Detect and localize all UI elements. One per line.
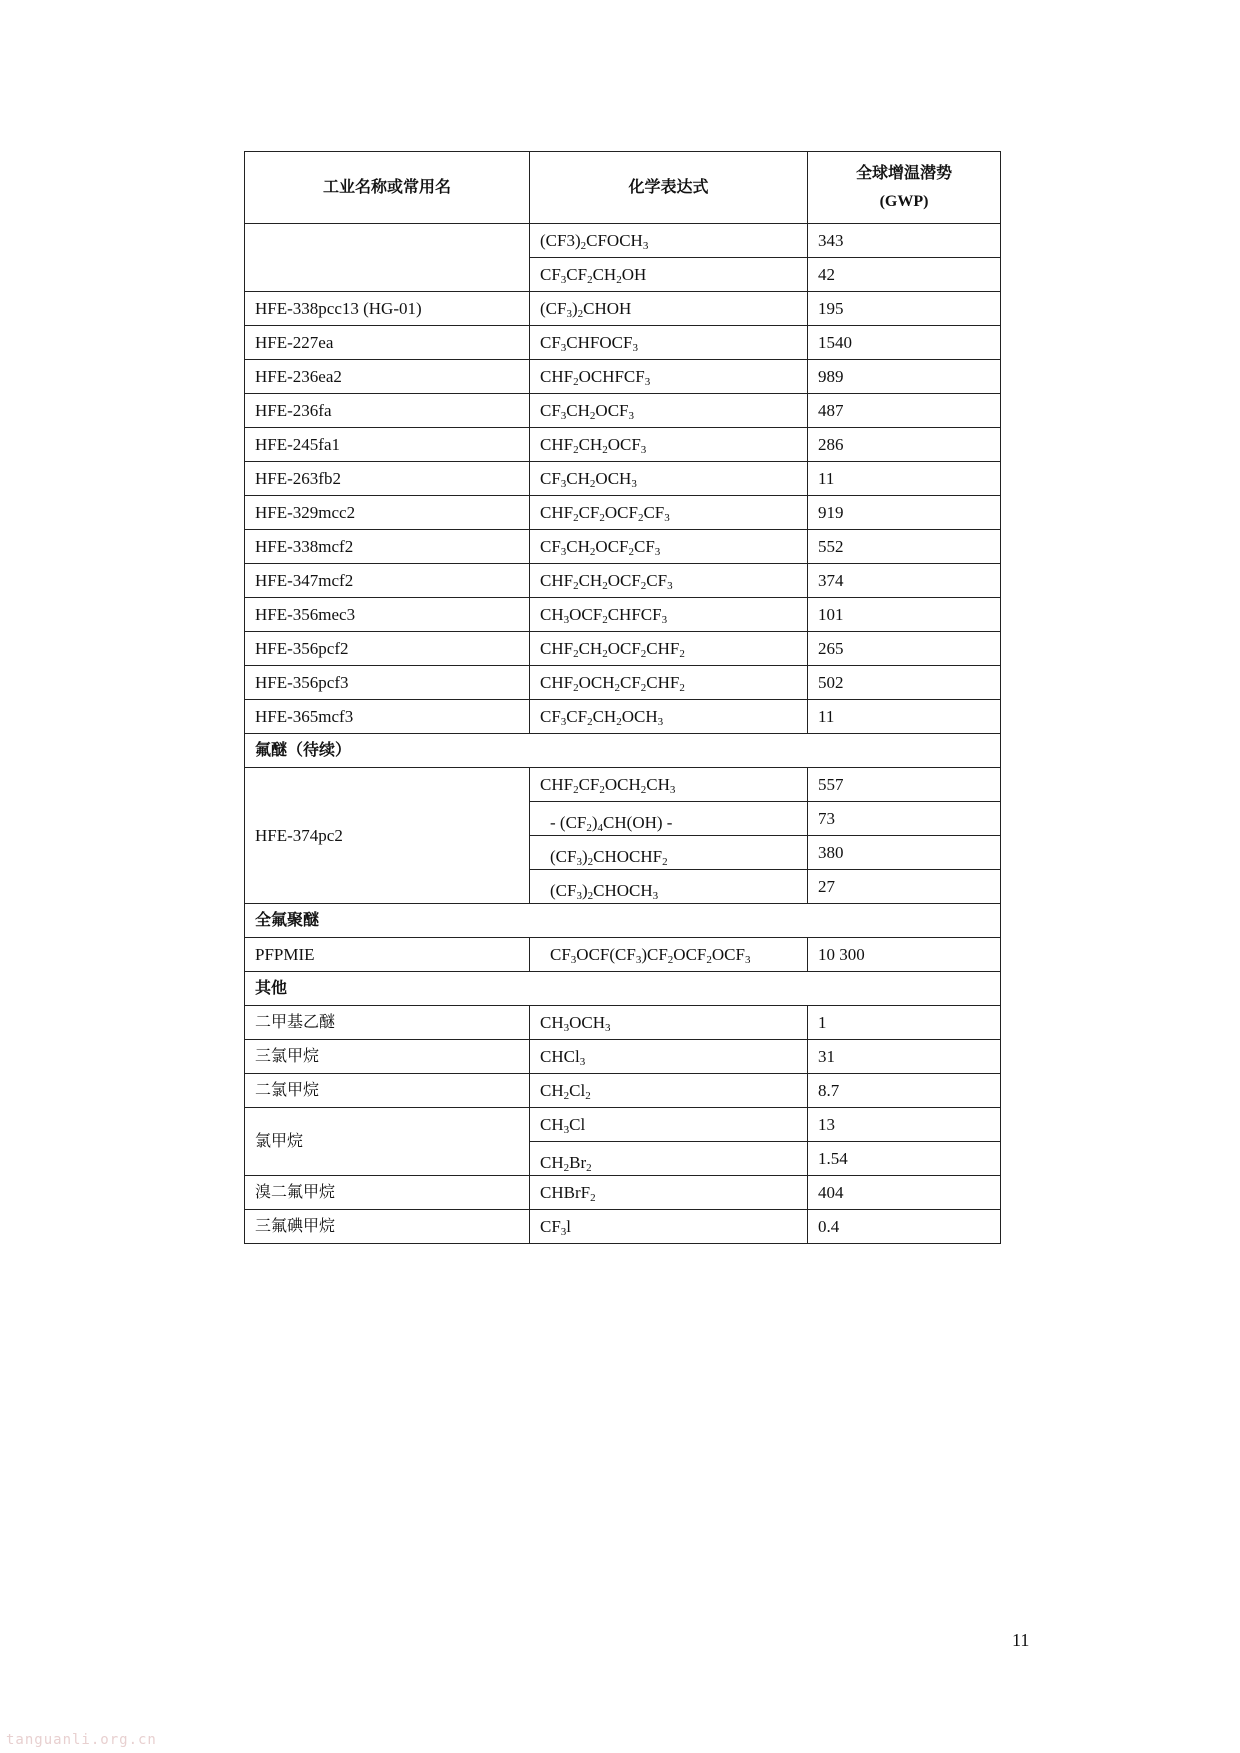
gwp-cell: 101 (808, 598, 1001, 632)
formula-cell: $CHF_2CH_2OCF_2CHF_2$ (530, 632, 808, 666)
gwp-cell: 380 (808, 836, 1001, 870)
table-row (245, 360, 1001, 394)
formula-cell: $CH_3OCH_3$ (530, 1006, 808, 1040)
name-cell: HFE-356pcf2 (245, 632, 530, 666)
gwp-cell: 265 (808, 632, 1001, 666)
table-row (245, 938, 1001, 972)
gwp-cell: 989 (808, 360, 1001, 394)
name-cell: HFE-227ea (245, 326, 530, 360)
gwp-cell: 1.54 (808, 1142, 1001, 1176)
name-cell: HFE-236fa (245, 394, 530, 428)
watermark: tanguanli.org.cn (6, 1732, 157, 1748)
table-row (245, 1006, 1001, 1040)
table-row (245, 292, 1001, 326)
gwp-cell: 1 (808, 1006, 1001, 1040)
formula-cell (530, 1142, 808, 1176)
name-cell: 三氟碘甲烷 (245, 1210, 530, 1244)
gwp-cell: 286 (808, 428, 1001, 462)
formula-cell (530, 802, 808, 836)
formula-cell: $CH_2Cl_2$ (530, 1074, 808, 1108)
header-gwp-label: 全球增温潜势 (855, 163, 952, 183)
formula-text: $(CF_3)_2CHOCHF_2$ (550, 846, 668, 868)
table-row (245, 462, 1001, 496)
section-row-pfpe (245, 904, 1001, 938)
header-formula: 化学表达式 (530, 152, 808, 224)
name-cell-empty (245, 224, 530, 292)
formula-cell: CHBrF$_2$ (530, 1176, 808, 1210)
section-title: 其他 (245, 972, 1001, 1006)
section-row-fluoroethers (245, 734, 1001, 768)
gwp-cell: 487 (808, 394, 1001, 428)
name-cell: HFE-356mec3 (245, 598, 530, 632)
header-row (245, 152, 1001, 224)
table-row (245, 1108, 1001, 1142)
table-row (245, 598, 1001, 632)
table-row (245, 326, 1001, 360)
gwp-cell: 11 (808, 700, 1001, 734)
gwp-cell: 404 (808, 1176, 1001, 1210)
formula-cell: $CF_3CF_2CH_2OH$ (530, 258, 808, 292)
formula-cell: $CHF_2CF_2OCF_2CF_3$ (530, 496, 808, 530)
formula-cell: $CHF_2OCHFCF_3$ (530, 360, 808, 394)
formula-cell: $CF_3l$ (530, 1210, 808, 1244)
name-cell: HFE-329mcc2 (245, 496, 530, 530)
name-cell: HFE-338mcf2 (245, 530, 530, 564)
formula-cell: $(CF_3)_2CHOH$ (530, 292, 808, 326)
name-cell: HFE-338pcc13 (HG-01) (245, 292, 530, 326)
gwp-cell: 42 (808, 258, 1001, 292)
formula-cell: $CF_3CF_2CH_2OCH_3$ (530, 700, 808, 734)
formula-cell: $CH_3Cl$ (530, 1108, 808, 1142)
gwp-cell: 502 (808, 666, 1001, 700)
formula-cell: $CF_3CHFOCF_3$ (530, 326, 808, 360)
name-cell: 三氯甲烷 (245, 1040, 530, 1074)
table-row (245, 394, 1001, 428)
table-row (245, 1210, 1001, 1244)
formula-cell: $CF_3CH_2OCH_3$ (530, 462, 808, 496)
table-row (245, 564, 1001, 598)
name-cell: HFE-263fb2 (245, 462, 530, 496)
header-name: 工业名称或常用名 (245, 152, 530, 224)
gwp-cell: 13 (808, 1108, 1001, 1142)
gwp-cell: 31 (808, 1040, 1001, 1074)
gwp-cell: 195 (808, 292, 1001, 326)
name-cell: HFE-347mcf2 (245, 564, 530, 598)
gwp-cell: 343 (808, 224, 1001, 258)
table-row (245, 666, 1001, 700)
name-cell: 二甲基乙醚 (245, 1006, 530, 1040)
name-cell: 氯甲烷 (245, 1108, 530, 1176)
gwp-cell: 27 (808, 870, 1001, 904)
formula-cell: $CF_3CH_2OCF_3$ (530, 394, 808, 428)
name-cell: 二氯甲烷 (245, 1074, 530, 1108)
section-title: 氟醚（待续） (245, 734, 1001, 768)
name-cell: HFE-245fa1 (245, 428, 530, 462)
gwp-cell: 8.7 (808, 1074, 1001, 1108)
name-cell: HFE-356pcf3 (245, 666, 530, 700)
table-row (245, 428, 1001, 462)
name-cell: HFE-365mcf3 (245, 700, 530, 734)
table-row (245, 700, 1001, 734)
formula-cell: $(CF3)_2CFOCH_3$ (530, 224, 808, 258)
formula-cell: $CHF_2CF_2OCH_2CH_3$ (530, 768, 808, 802)
formula-text: $(CF_3)_2CHOCH_3$ (550, 880, 659, 902)
section-title: 全氟聚醚 (245, 904, 1001, 938)
formula-cell (530, 836, 808, 870)
formula-cell: $CF_3CH_2OCF_2CF_3$ (530, 530, 808, 564)
table-row (245, 530, 1001, 564)
table-row (245, 496, 1001, 530)
formula-cell: CHCl$_3$ (530, 1040, 808, 1074)
table-row (245, 224, 1001, 258)
gwp-cell: 10 300 (808, 938, 1001, 972)
gwp-table (244, 151, 1001, 1244)
gwp-cell: 73 (808, 802, 1001, 836)
formula-text: - $(CF_2)_4CH(OH)$ - (550, 812, 673, 834)
header-gwp-abbr: (GWP) (879, 192, 929, 210)
formula-cell: $CHF_2CH_2OCF_2CF_3$ (530, 564, 808, 598)
table-row (245, 1074, 1001, 1108)
name-cell: HFE-236ea2 (245, 360, 530, 394)
header-gwp (808, 152, 1001, 224)
name-cell: 溴二氟甲烷 (245, 1176, 530, 1210)
gwp-cell: 0.4 (808, 1210, 1001, 1244)
gwp-cell: 11 (808, 462, 1001, 496)
formula-cell: $CF_3OCF(CF_3)CF_2OCF_2OCF_3$ (530, 938, 808, 972)
formula-text: $CH_2Br_2$ (540, 1152, 592, 1174)
formula-cell: $CH_3OCF_2CHFCF_3$ (530, 598, 808, 632)
gwp-cell: 1540 (808, 326, 1001, 360)
table-row (245, 632, 1001, 666)
formula-cell: $CHF_2OCH_2CF_2CHF_2$ (530, 666, 808, 700)
section-row-other (245, 972, 1001, 1006)
gwp-cell: 919 (808, 496, 1001, 530)
table-row (245, 1040, 1001, 1074)
gwp-cell: 557 (808, 768, 1001, 802)
gwp-cell: 374 (808, 564, 1001, 598)
formula-cell (530, 870, 808, 904)
name-cell: HFE-374pc2 (245, 768, 530, 904)
formula-cell: $CHF_2CH_2OCF_3$ (530, 428, 808, 462)
gwp-cell: 552 (808, 530, 1001, 564)
page-number: 11 (1012, 1630, 1030, 1650)
table-row (245, 768, 1001, 802)
table-row (245, 1176, 1001, 1210)
name-cell: PFPMIE (245, 938, 530, 972)
